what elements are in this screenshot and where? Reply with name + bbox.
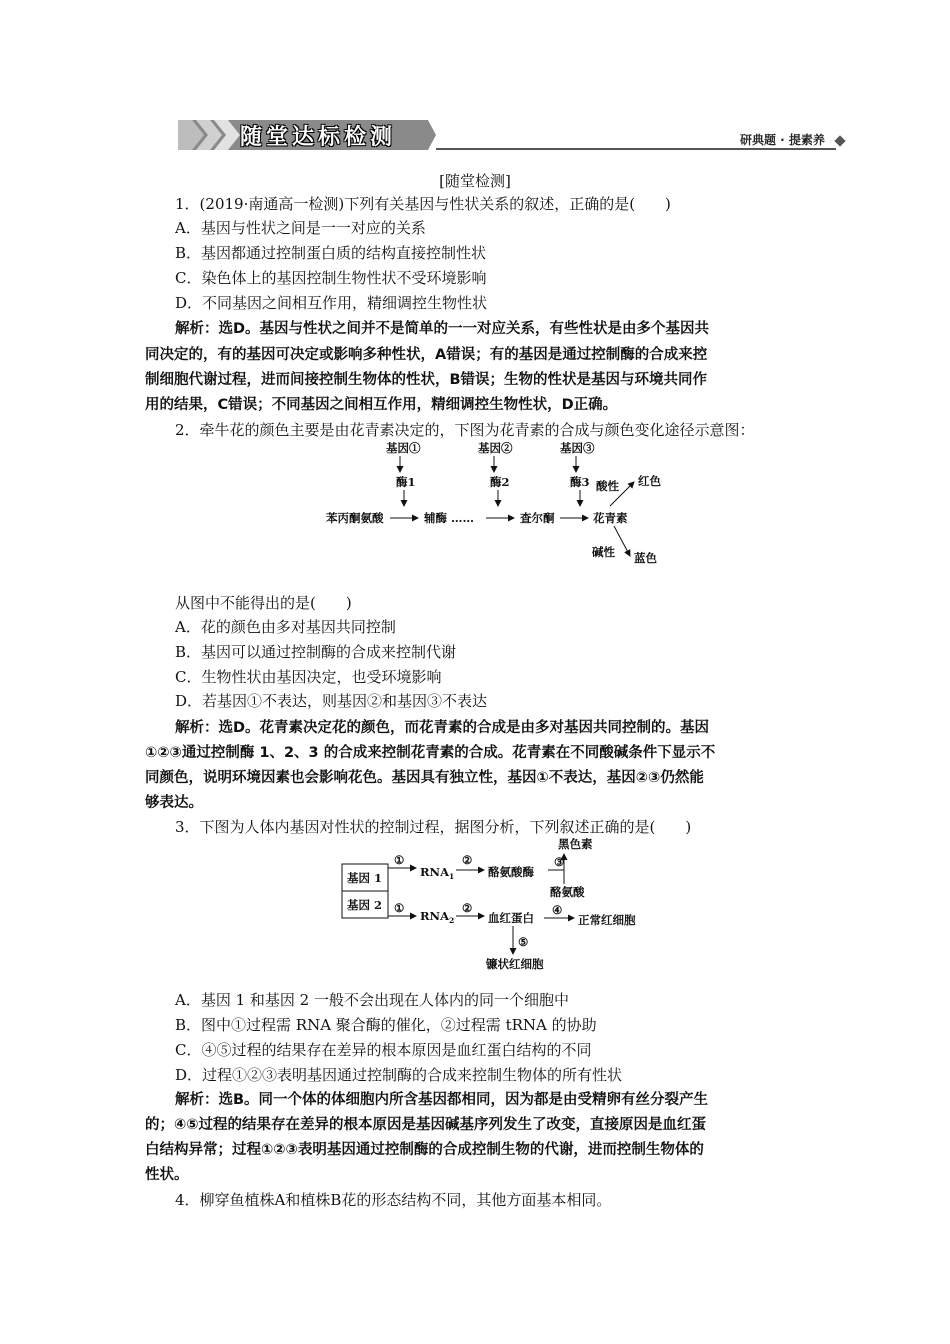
q2-analysis-line3: 同颜色，说明环境因素也会影响花色。基因具有独立性，基因①不表达，基因②③仍然能 [145, 770, 704, 786]
acid-label: 酸性 [596, 479, 619, 493]
q2-option-b: B．基因可以通过控制酶的合成来控制代谢 [175, 643, 457, 661]
base-label: 碱性 [592, 545, 615, 559]
gene1-label: 基因① [386, 441, 421, 455]
step3-label: ③ [554, 855, 565, 869]
q2-option-c: C．生物性状由基因决定，也受环境影响 [175, 668, 442, 686]
enzyme3-label: 酶3 [570, 475, 590, 489]
q1-analysis-line3: 制细胞代谢过程，进而间接控制生物体的性状，B错误；生物的性状是基因与环境共同作 [145, 372, 708, 388]
q2-question: 从图中不能得出的是( ) [175, 594, 352, 612]
q1-analysis-line2: 同决定的，有的基因可决定或影响多种性状，A错误；有的基因是通过控制酶的合成来控 [145, 347, 708, 363]
hemoglobin-label: 血红蛋白 [488, 911, 534, 925]
q1-option-c: C．染色体上的基因控制生物性状不受环境影响 [175, 269, 487, 287]
enzyme2-label: 酶2 [490, 475, 510, 489]
tyrosine-label: 酪氨酸 [550, 885, 585, 899]
q3-stem: 3．下图为人体内基因对性状的控制过程，据图分析，下列叙述正确的是( ) [175, 818, 692, 836]
q1-option-d: D．不同基因之间相互作用，精细调控生物性状 [175, 294, 488, 312]
q3-analysis-line3: 白结构异常；过程①②③表明基因通过控制酶的合成控制生物的代谢，进而控制生物体的 [145, 1142, 704, 1158]
step1-lower-label: ① [394, 901, 405, 915]
sickle-rbc-label: 镰状红细胞 [486, 957, 544, 971]
step1-upper-label: ① [394, 853, 405, 867]
q2-analysis-line2: ①②③通过控制酶 1、2、3 的合成来控制花青素的合成。花青素在不同酸碱条件下显示不 [145, 745, 716, 761]
q3-option-a: A．基因 1 和基因 2 一般不会出现在人体内的同一个细胞中 [175, 991, 569, 1009]
red-label: 红色 [638, 474, 661, 488]
anthocyanin-pathway-diagram [318, 438, 678, 570]
blue-label: 蓝色 [634, 551, 657, 565]
q1-analysis-line4: 用的结果，C错误；不同基因之间相互作用，精细调控生物性状，D正确。 [145, 397, 618, 413]
rna1-label: $RNA_1$ [420, 865, 455, 881]
step5-label: ⑤ [518, 935, 529, 949]
enzyme1-label: 酶1 [396, 475, 416, 489]
banner-title: 随堂达标检测 [240, 125, 397, 150]
anthocyanin-label: 花青素 [593, 511, 628, 525]
normal-rbc-label: 正常红细胞 [578, 913, 636, 927]
q3-analysis-line1: 解析：选B。同一个体的体细胞内所含基因都相同，因为都是由受精卵有丝分裂产生 [175, 1092, 709, 1108]
melanin-label: 黑色素 [558, 837, 593, 851]
q3-analysis-line4: 性状。 [145, 1167, 189, 1183]
diamond-icon [834, 135, 845, 146]
rna2-label: $RNA_2$ [420, 909, 455, 925]
header-rule [436, 148, 836, 150]
header-right-text: 研典题 · 提素养 [740, 133, 825, 147]
q4-stem: 4．柳穿鱼植株A和植株B花的形态结构不同，其他方面基本相同。 [175, 1191, 612, 1209]
q1-stem: 1．(2019·南通高一检测)下列有关基因与性状关系的叙述，正确的是( ) [175, 195, 671, 213]
q3-analysis-line2: 的；④⑤过程的结果存在差异的根本原因是基因碱基序列发生了改变，直接原因是血红蛋 [145, 1117, 707, 1133]
phenylalanine-label: 苯丙酮氨酸 [326, 511, 384, 525]
step2-upper-label: ② [462, 853, 473, 867]
gene2-box-label: 基因 2 [347, 898, 383, 912]
q3-option-c: C．④⑤过程的结果存在差异的根本原因是血红蛋白结构的不同 [175, 1041, 592, 1059]
coenzyme-label: 辅酶 …… [424, 511, 475, 525]
q2-analysis-line4: 够表达。 [145, 795, 203, 811]
q1-option-b: B．基因都通过控制蛋白质的结构直接控制性状 [175, 244, 487, 262]
section-title: [随堂检测] [439, 172, 511, 190]
q3-option-d: D．过程①②③表明基因通过控制酶的合成来控制生物体的所有性状 [175, 1066, 623, 1084]
gene3-label: 基因③ [560, 441, 595, 455]
q1-analysis-line1: 解析：选D。基因与性状之间并不是简单的一一对应关系，有些性状是由多个基因共 [175, 321, 710, 337]
gene-trait-diagram [338, 836, 648, 974]
step2-lower-label: ② [462, 901, 473, 915]
gene1-box-label: 基因 1 [347, 871, 383, 885]
q1-option-a: A．基因与性状之间是一一对应的关系 [175, 219, 426, 237]
q2-option-d: D．若基因①不表达，则基因②和基因③不表达 [175, 692, 488, 710]
q2-stem: 2．牵牛花的颜色主要是由花青素决定的，下图为花青素的合成与颜色变化途径示意图： [175, 421, 755, 439]
q2-option-a: A．花的颜色由多对基因共同控制 [175, 618, 396, 636]
q3-option-b: B．图中①过程需 RNA 聚合酶的催化，②过程需 tRNA 的协助 [175, 1016, 597, 1034]
chalcone-label: 查尔酮 [520, 511, 555, 525]
step4-label: ④ [552, 903, 563, 917]
q2-analysis-line1: 解析：选D。花青素决定花的颜色，而花青素的合成是由多对基因共同控制的。基因 [175, 720, 710, 736]
enzyme-label: 酪氨酸酶 [488, 865, 534, 879]
gene2-label: 基因② [478, 441, 513, 455]
